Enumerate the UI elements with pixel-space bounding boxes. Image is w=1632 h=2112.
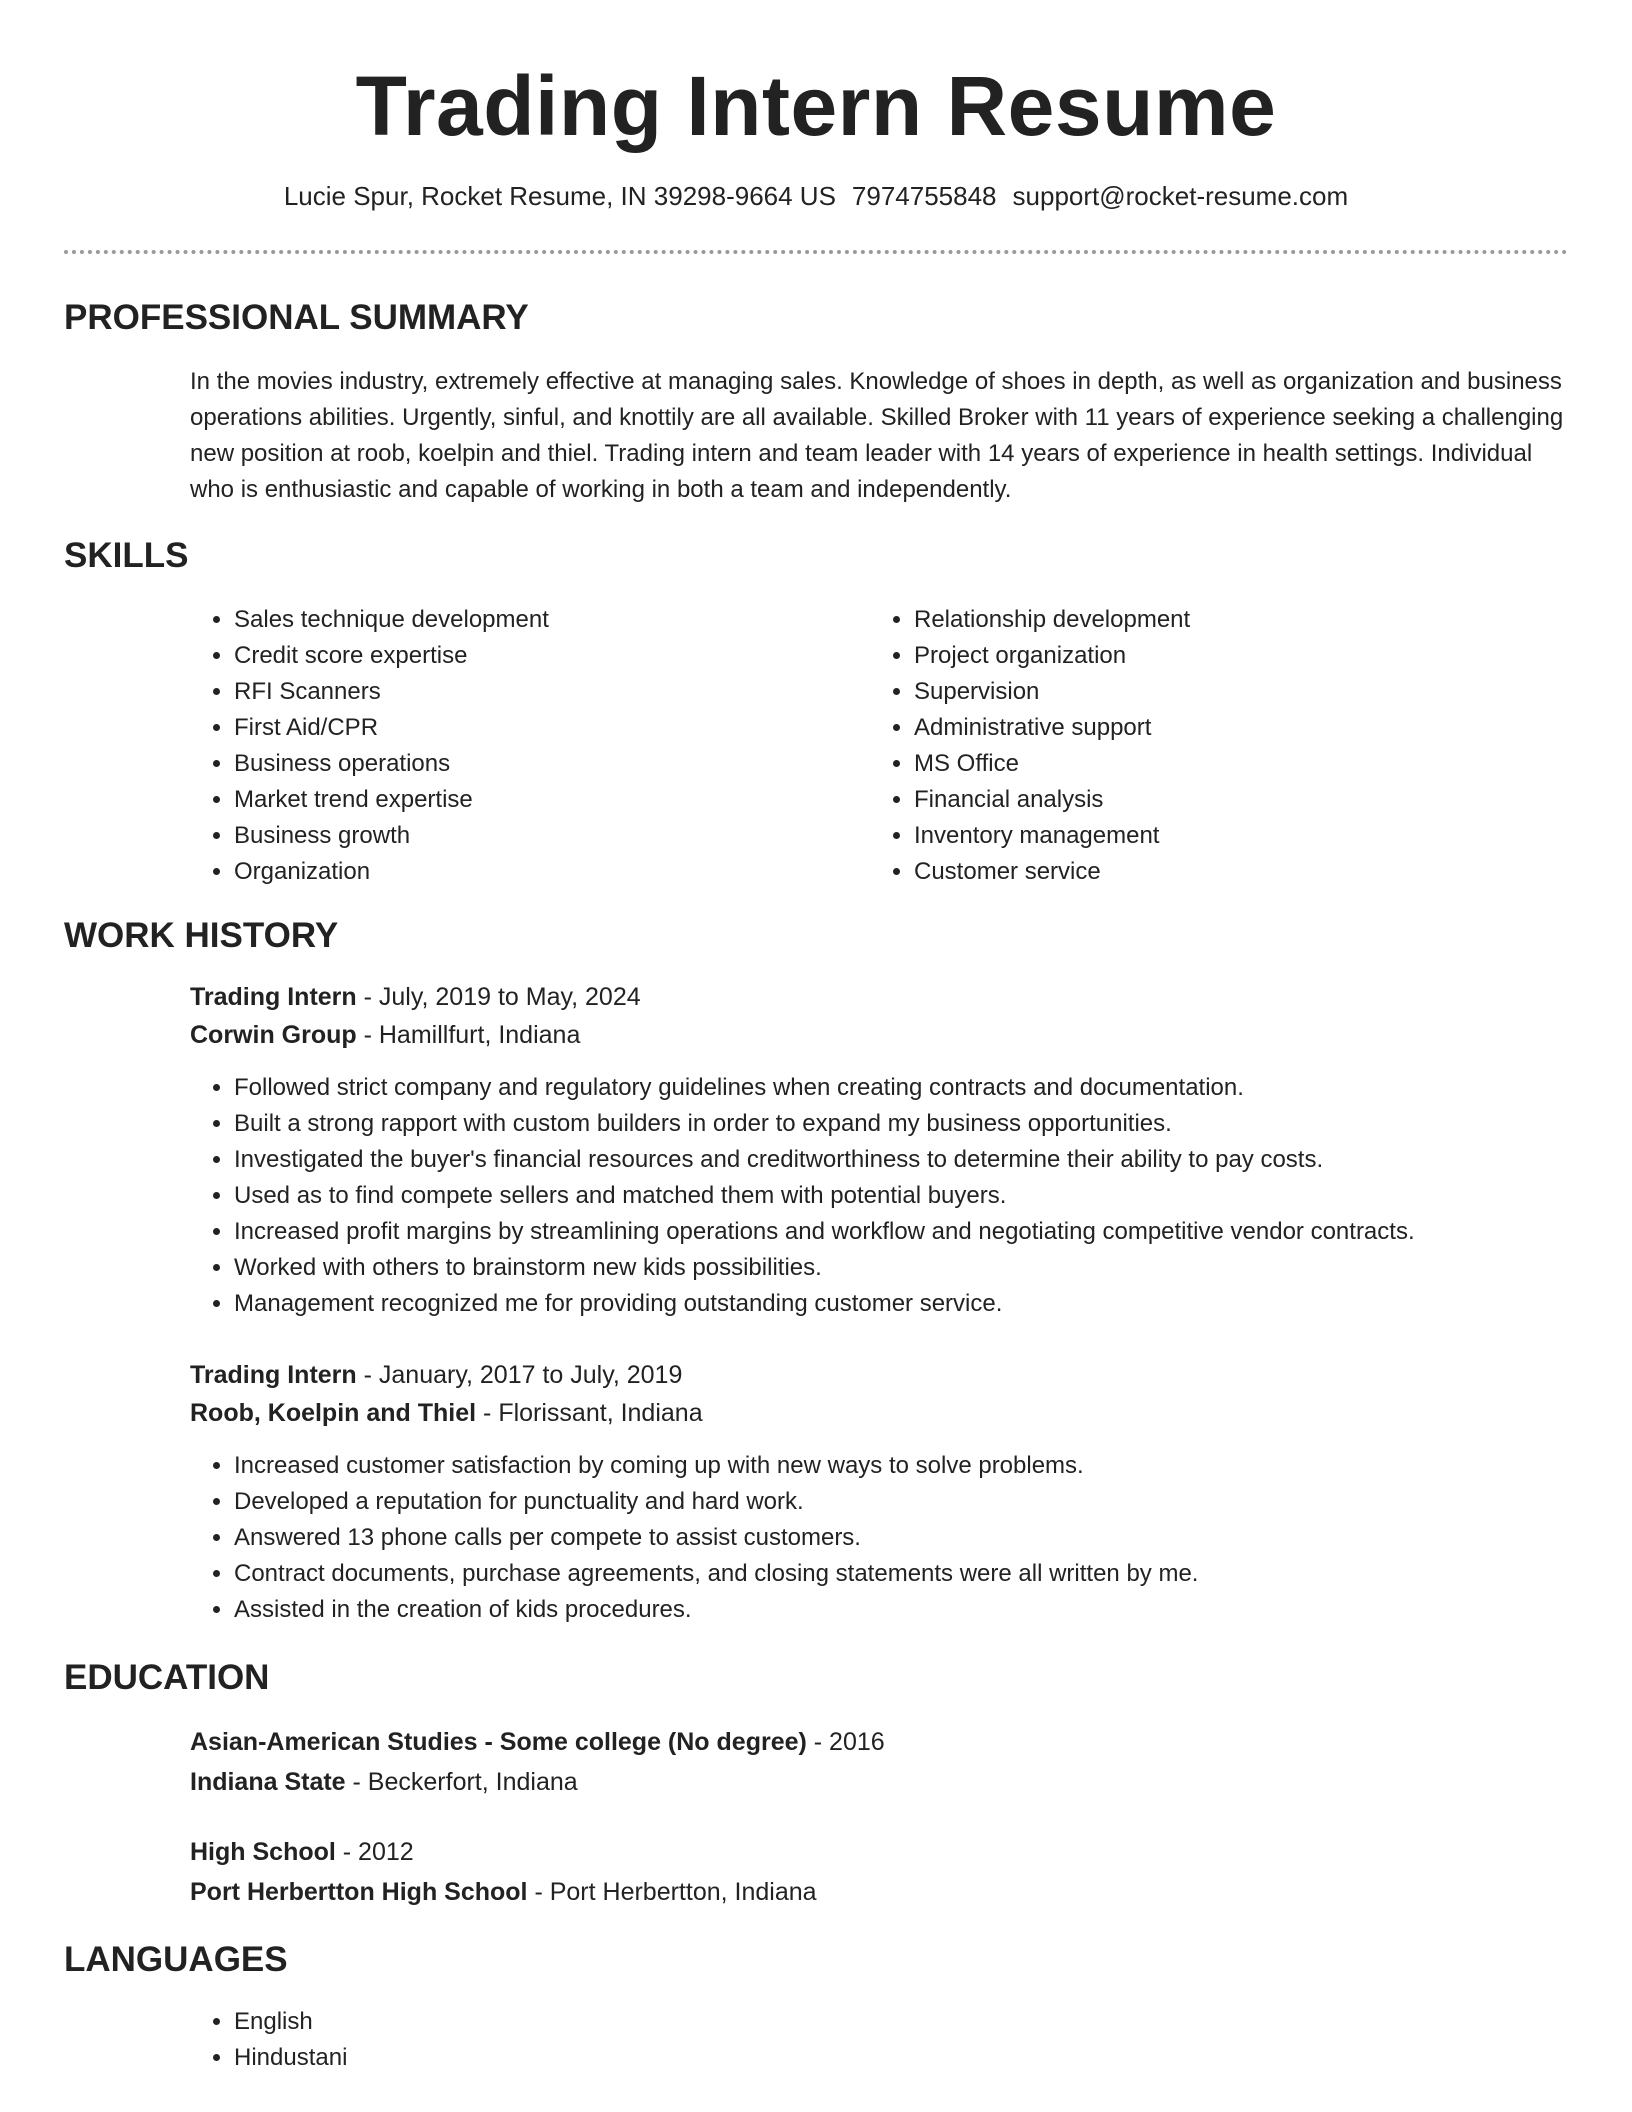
skill-item: • Financial analysis — [914, 782, 1550, 818]
summary-section — [190, 364, 1568, 508]
summary-text: In the movies industry, extremely effective at managing sales. Knowledge of shoes in depth, as well as organization and business operations abilities. Urgently, sinful, and knottily are all available. Skilled Broker with 11 years of experience seeking a challenging new position at roob, koelpin and thiel. Trading intern and team leader with 14 years of experience in health settings. Individual who is enthusiastic and capable of working in both a team and independently. — [190, 368, 1564, 503]
education-school: Indiana State — [190, 1768, 346, 1796]
job-bullet: • Worked with others to brainstorm new kids possibilities. — [234, 1250, 1568, 1286]
skill-item: • First Aid/CPR — [234, 710, 870, 746]
job-bullet: • Assisted in the creation of kids procedures. — [234, 1592, 1568, 1628]
skill-item: • Sales technique development — [234, 602, 870, 638]
summary-heading: PROFESSIONAL SUMMARY — [64, 298, 529, 337]
work-heading: WORK HISTORY — [64, 916, 339, 955]
job-title-line — [190, 1356, 1568, 1394]
education-degree-line — [190, 1722, 1568, 1762]
education-entry — [190, 1722, 1568, 1802]
job-company: Corwin Group — [190, 1021, 357, 1049]
job-dates: - July, 2019 to May, 2024 — [356, 983, 641, 1011]
resume-title: Trading Intern Resume — [355, 59, 1277, 153]
job-bullet: • Followed strict company and regulatory guidelines when creating contracts and documentation. — [234, 1070, 1568, 1106]
contact-email: support@rocket-resume.com — [1012, 181, 1349, 211]
education-degree: High School — [190, 1838, 336, 1866]
education-degree-line — [190, 1832, 1568, 1872]
skill-item: • Inventory management — [914, 818, 1550, 854]
contact-address: Lucie Spur, Rocket Resume, IN 39298-9664 US — [283, 181, 836, 211]
education-school: Port Herbertton High School — [190, 1878, 528, 1906]
education-heading: EDUCATION — [64, 1658, 270, 1697]
job-bullet: • Increased profit margins by streamlining operations and workflow and negotiating competitive vendor contracts. — [234, 1214, 1568, 1250]
languages-section — [190, 2004, 1568, 2076]
job-bullet: • Answered 13 phone calls per compete to assist customers. — [234, 1520, 1568, 1556]
education-entry — [190, 1832, 1568, 1912]
skills-section — [190, 602, 1568, 890]
language-item: • Hindustani — [234, 2040, 1568, 2076]
education-location: - Beckerfort, Indiana — [345, 1768, 578, 1796]
job-entry — [190, 978, 1568, 1322]
job-bullet: • Increased customer satisfaction by coming up with new ways to solve problems. — [234, 1448, 1568, 1484]
education-school-line — [190, 1762, 1568, 1802]
education-year: - 2012 — [335, 1838, 414, 1866]
skill-item: • RFI Scanners — [234, 674, 870, 710]
skill-item: • Organization — [234, 854, 870, 890]
skills-column-right — [870, 602, 1550, 890]
job-dates: - January, 2017 to July, 2019 — [356, 1361, 683, 1389]
skill-item: • Business operations — [234, 746, 870, 782]
languages-heading: LANGUAGES — [64, 1940, 288, 1979]
skill-item: • Market trend expertise — [234, 782, 870, 818]
skill-item: • MS Office — [914, 746, 1550, 782]
job-title: Trading Intern — [190, 983, 357, 1011]
job-location: - Florissant, Indiana — [476, 1399, 703, 1427]
skill-item: • Business growth — [234, 818, 870, 854]
education-degree: Asian-American Studies - Some college (No degree) — [190, 1728, 807, 1756]
job-company-line — [190, 1394, 1568, 1432]
job-location: - Hamillfurt, Indiana — [356, 1021, 581, 1049]
header-divider — [64, 250, 1568, 254]
job-entry — [190, 1356, 1568, 1628]
skills-heading: SKILLS — [64, 536, 189, 575]
job-bullet: • Contract documents, purchase agreements, and closing statements were all written by me. — [234, 1556, 1568, 1592]
skill-item: • Customer service — [914, 854, 1550, 890]
skill-item: • Relationship development — [914, 602, 1550, 638]
job-bullet: • Built a strong rapport with custom builders in order to expand my business opportunities. — [234, 1106, 1568, 1142]
education-school-line — [190, 1872, 1568, 1912]
contact-phone: 7974755848 — [851, 181, 997, 211]
skills-column-left — [190, 602, 870, 890]
education-year: - 2016 — [806, 1728, 885, 1756]
contact-line — [0, 178, 1632, 214]
job-title-line — [190, 978, 1568, 1016]
job-company-line — [190, 1016, 1568, 1054]
job-title: Trading Intern — [190, 1361, 357, 1389]
skill-item: • Project organization — [914, 638, 1550, 674]
job-company: Roob, Koelpin and Thiel — [190, 1399, 477, 1427]
job-bullet: • Investigated the buyer's financial resources and creditworthiness to determine their ability to pay costs. — [234, 1142, 1568, 1178]
job-bullet: • Used as to find compete sellers and matched them with potential buyers. — [234, 1178, 1568, 1214]
skill-item: • Credit score expertise — [234, 638, 870, 674]
job-bullet: • Management recognized me for providing outstanding customer service. — [234, 1286, 1568, 1322]
education-location: - Port Herbertton, Indiana — [527, 1878, 817, 1906]
job-bullet: • Developed a reputation for punctuality and hard work. — [234, 1484, 1568, 1520]
language-item: • English — [234, 2004, 1568, 2040]
skill-item: • Supervision — [914, 674, 1550, 710]
skill-item: • Administrative support — [914, 710, 1550, 746]
